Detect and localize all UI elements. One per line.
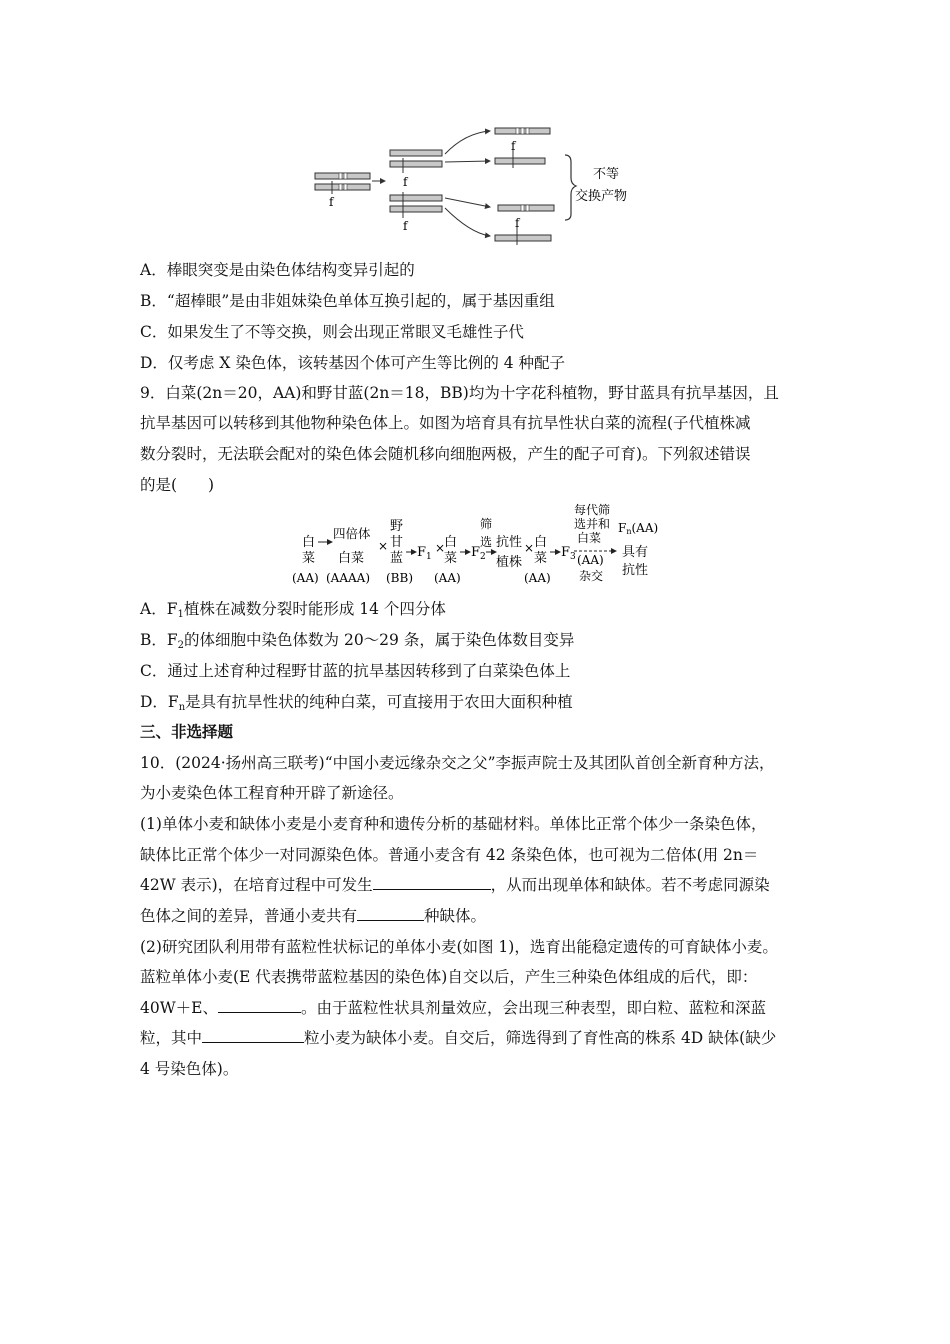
q10-part2-line: 蓝粒单体小麦(E 代表携带蓝粒基因的染色体)自交以后，产生三种染色体组成的后代，即： (140, 968, 758, 986)
breeding-flow-figure (290, 502, 662, 590)
baicai-char: 白 (534, 535, 548, 550)
q10-stem-line: 10．(2024·扬州高三联考)“中国小麦远缘杂交之父”李振声院士及其团队首创全新育种方法， (140, 754, 775, 772)
q8-option-d: D．仅考虑 X 染色体，该转基因个体可产生等比例的 4 种配子 (140, 354, 566, 372)
yeganlan-char: 甘 (390, 535, 404, 550)
gene-f-label: f (511, 139, 516, 153)
q10-part2-line: (2)研究团队利用带有蓝粒性状标记的单体小麦(如图 1)，选育出能稳定遗传的可育缺体小麦。 (140, 938, 778, 956)
xuan-char: 选 (480, 535, 493, 549)
aa-label: (AA) (434, 571, 461, 585)
zhizhu-label: 植株 (496, 555, 523, 570)
q8-option-c: C．如果发生了不等交换，则会出现正常眼叉毛雄性子代 (140, 323, 524, 341)
note-aa: (AA) (577, 553, 604, 567)
gene-f-label: f (403, 219, 408, 233)
left-chromosome-pair (315, 173, 370, 209)
baicai-char: 菜 (302, 551, 316, 566)
q10-part1-line: 色体之间的差异，普通小麦共有 种缺体。 (140, 907, 487, 925)
unequal-crossover-figure (305, 118, 650, 248)
answer-blank[interactable] (357, 906, 424, 921)
lower-middle-pair (390, 192, 442, 233)
hybrid-label: 杂交 (579, 569, 604, 583)
q10-part2-line: 4 号染色体)。 (140, 1060, 239, 1078)
note-line: 选并和 (574, 517, 611, 531)
q8-option-b: B．“超棒眼”是由非姐妹染色单体互换引起的，属于基因重组 (140, 292, 555, 310)
q9-stem-line: 的是( ) (140, 476, 215, 494)
baicai-char: 白 (444, 535, 458, 550)
q9-stem-line: 数分裂时，无法联会配对的染色体会随机移向细胞两极，产生的配子可育)。下列叙述错误 (140, 445, 751, 463)
q10-part2-line: 粒，其中 粒小麦为缺体小麦。自交后，筛选得到了育性高的株系 4D 缺体(缺少 (140, 1029, 777, 1047)
product-chromosome (495, 139, 545, 168)
upper-middle-pair (390, 150, 442, 189)
q9-option-a: A．$F_1$植株在减数分裂时能形成 14 个四分体 (140, 600, 446, 620)
q10-part1-line: 缺体比正常个体少一对同源染色体。普通小麦含有 42 条染色体，也可视为二倍体(用 2n＝ (140, 846, 759, 864)
shai-char: 筛 (480, 517, 493, 531)
product-chromosome (498, 205, 554, 211)
baicai-char: 菜 (534, 551, 548, 566)
aa-label: (AA) (292, 571, 319, 585)
baicai-char: 菜 (444, 551, 458, 566)
q9-stem-line: 抗旱基因可以转移到其他物种染色体上。如图为培育具有抗旱性状白菜的流程(子代植株减 (140, 414, 751, 432)
gene-f-label: f (515, 216, 520, 230)
bracket (565, 155, 576, 220)
aa-label: (AA) (524, 571, 551, 585)
f1-label: $F_1$ (417, 545, 432, 562)
bracket-label: 不等 (593, 167, 620, 182)
product-chromosome (495, 216, 551, 245)
q10-part1-line: (1)单体小麦和缺体小麦是小麦育种和遗传分析的基础材料。单体比正常个体少一条染色体， (140, 815, 767, 833)
q9-option-d: D．$F_n$是具有抗旱性状的纯种白菜，可直接用于农田大面积种植 (140, 693, 573, 713)
tetraploid-cabbage: 白菜 (338, 551, 365, 566)
yeganlan-char: 蓝 (390, 551, 404, 566)
q10-stem-line: 为小麦染色体工程育种开辟了新途径。 (140, 784, 404, 802)
yeganlan-char: 野 (390, 519, 404, 534)
gene-f-label: f (403, 175, 408, 189)
resistant-label: 抗性 (622, 563, 649, 578)
kangxing-label: 抗性 (496, 535, 523, 550)
answer-blank[interactable] (373, 875, 491, 890)
q10-part1-line: 42W 表示)，在培育过程中可发生 ，从而出现单体和缺体。若不考虑同源染 (140, 876, 770, 894)
answer-blank[interactable] (218, 998, 301, 1013)
cross-symbol: × (435, 541, 446, 555)
bracket-label: 交换产物 (575, 189, 628, 204)
q10-part2-line: 40W＋E、 。由于蓝粒性状具剂量效应，会出现三种表型，即白粒、蓝粒和深蓝 (140, 999, 766, 1017)
note-line: 每代筛 (574, 503, 611, 517)
tetraploid-label: 四倍体 (333, 526, 371, 541)
resistant-label: 具有 (622, 545, 649, 560)
section-heading: 三、非选择题 (140, 722, 234, 741)
cross-symbol: × (378, 539, 389, 553)
f3-label: $F_3$ (561, 545, 576, 562)
baicai-char: 白 (302, 535, 316, 550)
q9-option-c: C．通过上述育种过程野甘蓝的抗旱基因转移到了白菜染色体上 (140, 662, 571, 680)
gene-f-label: f (329, 195, 334, 209)
product-chromosome (495, 128, 550, 134)
aaaa-label: (AAAA) (326, 571, 371, 585)
fn-label: Fn(AA) (618, 521, 659, 536)
note-line: 白菜 (577, 531, 602, 545)
q9-stem-line: 9．白菜(2n＝20，AA)和野甘蓝(2n＝18，BB)均为十字花科植物，野甘蓝具有抗旱基因，且 (140, 384, 779, 402)
answer-blank[interactable] (202, 1028, 304, 1043)
bb-label: (BB) (386, 571, 413, 585)
q9-option-b: B．$F_2$的体细胞中染色体数为 20～29 条，属于染色体数目变异 (140, 631, 575, 651)
cross-symbol: × (524, 541, 535, 555)
f2-label: $F_2$ (471, 545, 486, 562)
q8-option-a: A．棒眼突变是由染色体结构变异引起的 (140, 261, 415, 279)
